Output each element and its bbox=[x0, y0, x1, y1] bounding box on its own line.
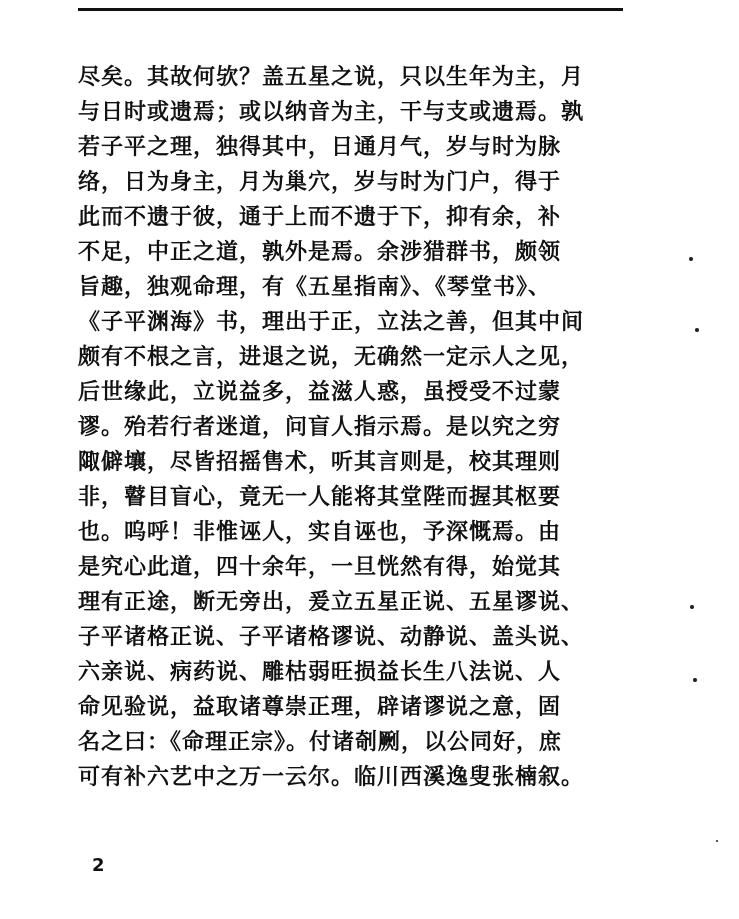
text-line: 子平诸格正说、子平诸格谬说、动静说、盖头说、 bbox=[78, 624, 585, 650]
text-line: 后世缘此，立说益多，益滋人惑，虽授受不过蒙 bbox=[78, 379, 562, 405]
page-number: 2 bbox=[92, 855, 105, 876]
text-line: 也。呜呼！非惟诬人，实自诬也，予深慨焉。由 bbox=[78, 519, 562, 545]
text-line: 是究心此道，四十余年，一旦恍然有得，始觉其 bbox=[78, 554, 562, 580]
text-line: 可有补六艺中之万一云尔。临川西溪逸叟张楠叙。 bbox=[78, 764, 585, 790]
text-line: 颇有不根之言，进退之说，无确然一定示人之见， bbox=[78, 344, 585, 370]
text-line: 理有正途，断无旁出，爰立五星正说、五星谬说、 bbox=[78, 589, 585, 615]
scan-speck bbox=[716, 840, 718, 842]
scan-speck bbox=[693, 678, 697, 682]
text-line: 六亲说、病药说、雕枯弱旺损益长生八法说、人 bbox=[78, 659, 562, 685]
text-line: 与日时或遗焉；或以纳音为主，干与支或遗焉。孰 bbox=[78, 99, 585, 125]
text-line: 名之曰：《命理正宗》。付诸剞劂，以公同好，庶 bbox=[78, 729, 563, 755]
text-line: 陬僻壤，尽皆招摇售术，听其言则是，校其理则 bbox=[78, 449, 562, 475]
text-line: 络，日为身主，月为巢穴，岁与时为门户，得于 bbox=[78, 169, 562, 195]
text-line: 《子平渊海》书，理出于正，立法之善，但其中间 bbox=[78, 309, 585, 335]
scan-speck bbox=[695, 328, 699, 332]
text-line: 旨趣，独观命理，有《五星指南》、《琴堂书》、 bbox=[78, 274, 552, 300]
scan-speck bbox=[690, 605, 694, 609]
text-line: 若子平之理，独得其中，日通月气，岁与时为脉 bbox=[78, 134, 562, 160]
top-rule bbox=[78, 8, 623, 11]
text-line: 非，瞽目盲心，竟无一人能将其堂陛而握其枢要 bbox=[78, 484, 562, 510]
text-line: 谬。殆若行者迷道，问盲人指示焉。是以究之穷 bbox=[78, 414, 562, 440]
scan-speck bbox=[689, 257, 693, 261]
text-line: 命见验说，益取诸尊崇正理，辟诸谬说之意，固 bbox=[78, 694, 562, 720]
text-line: 此而不遗于彼，通于上而不遗于下，抑有余，补 bbox=[78, 204, 562, 230]
text-line: 不足，中正之道，孰外是焉。余涉猎群书，颇领 bbox=[78, 239, 562, 265]
text-line: 尽矣。其故何欤？盖五星之说，只以生年为主，月 bbox=[78, 64, 585, 90]
